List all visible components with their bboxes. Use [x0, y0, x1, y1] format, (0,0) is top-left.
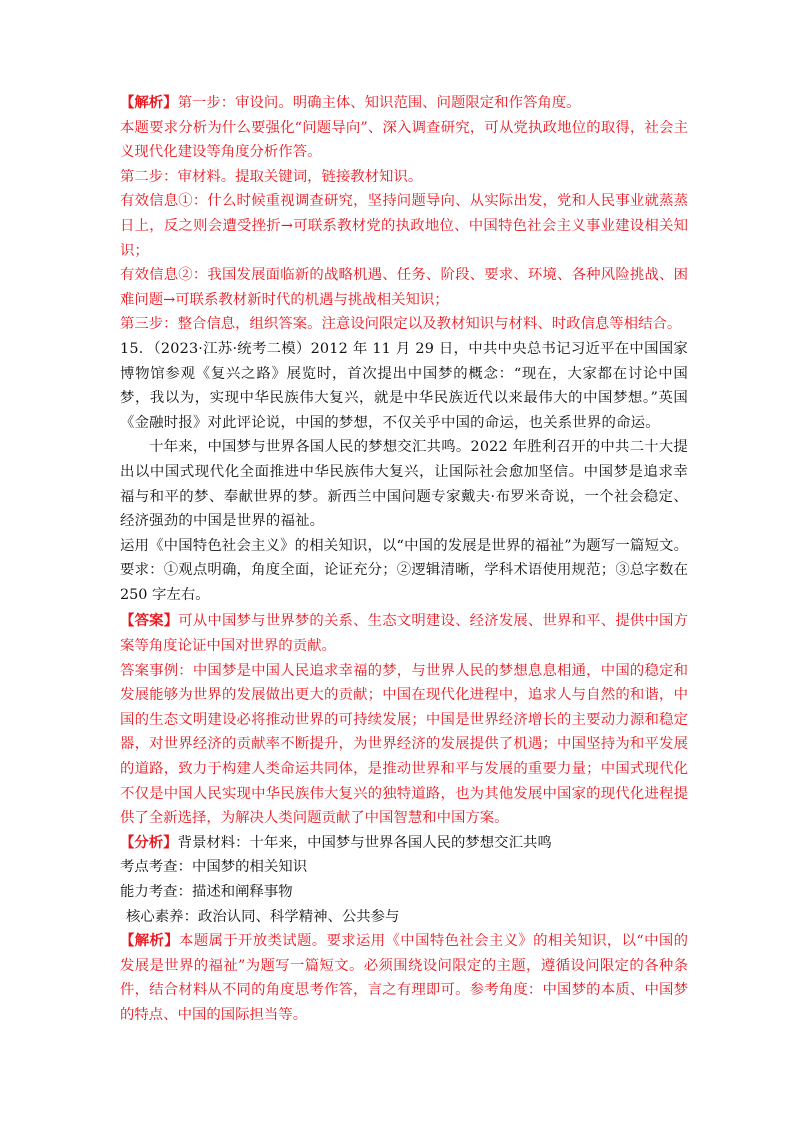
q14-step3: 第三步：整合信息，组织答案。注意设问限定以及教材知识与材料、时政信息等相结合。 [120, 316, 682, 333]
document-page [120, 91, 688, 1028]
q14-info1: 有效信息①：什么时候重视调查研究，坚持问题导向、从实际出发，党和人民事业就蒸蒸日上，反之则会遭受挫折→可联系教材党的执政地位、中国特色社会主义事业建设相关知识； [120, 193, 688, 259]
q14-step1: 【解析】第一步：审设问。明确主体、知识范围、问题限定和作答角度。 [120, 94, 581, 111]
q15-fenxi: 【分析】背景材料：十年来，中国梦与世界各国人民的梦想交汇共鸣 [120, 833, 552, 851]
answer-tag: 【答案】 [120, 612, 179, 630]
q15-task: 运用《中国特色社会主义》的相关知识，以“中国的发展是世界的福祉”为题写一篇短文。要求：①观点明确，角度全面，论证充分；②逻辑清晰，学科术语使用规范；③总字数在 250 字左右。 [120, 537, 688, 603]
q15-stem-paragraph-1: 15．（2023·江苏·统考二模）2012 年 11 月 29 日，中共中央总书记习近平在中国国家博物馆参观《复兴之路》展览时，首次提出中国梦的概念：“现在，大家都在讨论中国梦，我以为，实现中华民族伟大复兴，就是中华民族近代以来最伟大的中国梦想。”英国《金融时报》对此评论说，中国的梦想，不仅关乎中国的命运，也关系世界的命运。 [120, 340, 688, 431]
q14-step1-detail: 本题要求分析为什么要强化“问题导向”、深入调查研究，可从党执政地位的取得，社会主义现代化建设等角度分析作答。 [120, 119, 688, 161]
q15-nengli: 能力考查：描述和阐释事物 [120, 884, 293, 900]
q14-step2: 第二步：审材料。提取关键词，链接教材知识。 [120, 168, 423, 185]
q15-jiexi: 【解析】本题属于开放类试题。要求运用《中国特色社会主义》的相关知识，以“中国的发展是世界的福祉”为题写一篇短文。必须围绕设问限定的主题，遵循设问限定的各种条件，结合材料从不同的角度思考作答，言之有理即可。参考角度：中国梦的本质、中国梦的特点、中国的国际担当等。 [120, 932, 688, 1023]
q14-info2: 有效信息②：我国发展面临新的战略机遇、任务、阶段、要求、环境、各种风险挑战、困难问题→可联系教材新时代的机遇与挑战相关知识； [120, 267, 688, 308]
q15-stem-paragraph-2: 十年来，中国梦与世界各国人民的梦想交汇共鸣。2022 年胜利召开的中共二十大提出以中国式现代化全面推进中华民族伟大复兴，让国际社会愈加坚信。中国梦是追求幸福与和平的梦、奉献世界的梦。新西兰中国问题专家戴夫·布罗米奇说，一个社会稳定、经济强劲的中国是世界的福祉。 [120, 439, 688, 530]
q15-suyang: 核心素养：政治认同、科学精神、公共参与 [126, 908, 400, 925]
jiexi-tag: 【解析】 [120, 932, 180, 950]
q15-kaodian: 考点考查：中国梦的相关知识 [120, 859, 308, 876]
fenxi-tag: 【分析】 [120, 833, 178, 851]
analysis-tag: 【解析】 [120, 94, 178, 111]
q15-answer-example: 答案事例：中国梦是中国人民追求幸福的梦，与世界人民的梦想息息相通，中国的稳定和发展能够为世界的发展做出更大的贡献；中国在现代化进程中，追求人与自然的和谐，中国的生态文明建设必将推动世界的可持续发展；中国是世界经济增长的主要动力源和稳定器，对世界经济的贡献率不断提升，为世界经济的发展提供了机遇；中国坚持为和平发展的道路，致力于构建人类命运共同体，是推动世界和平与发展的重要力量；中国式现代化不仅是中国人民实现中华民族伟大复兴的独特道路，也为其他发展中国家的现代化进程提供了全新选择，为解决人类问题贡献了中国智慧和中国方案。 [120, 662, 688, 827]
q15-answer: 【答案】可从中国梦与世界梦的关系、生态文明建设、经济发展、世界和平、提供中国方案等角度论证中国对世界的贡献。 [120, 612, 688, 655]
